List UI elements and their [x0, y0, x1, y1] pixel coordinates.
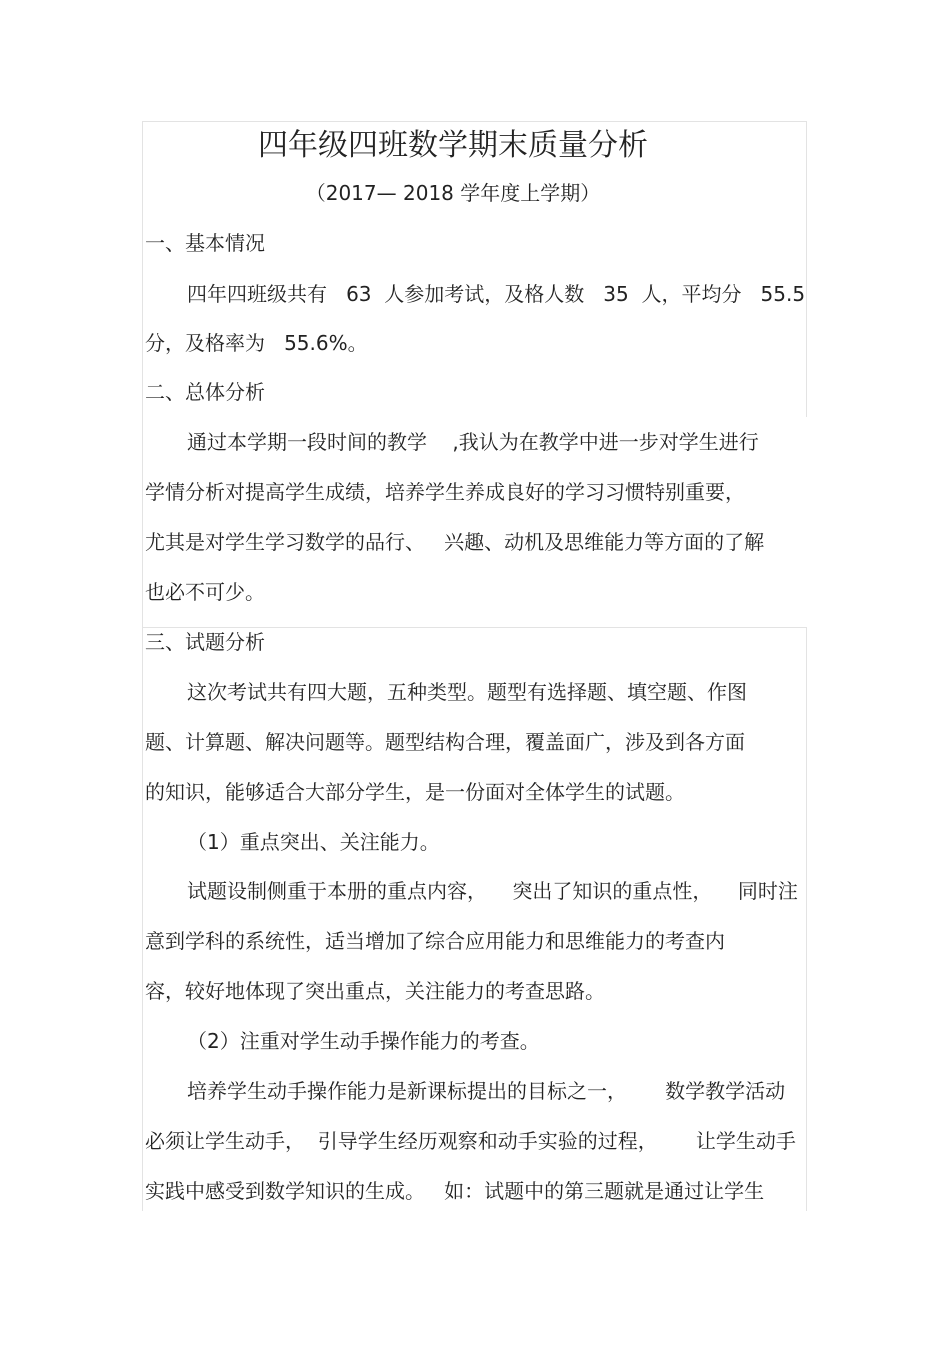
frame-top-line [142, 121, 806, 122]
frame-right-line-lower [806, 627, 807, 1211]
paragraph-line: 必须让学生动手， 引导学生经历观察和动手实验的过程， 让学生动手 [145, 1129, 796, 1153]
paragraph-line: 四年四班级共有 63 人参加考试，及格人数 35 人，平均分 55.5 [187, 282, 806, 306]
paragraph-line: 学情分析对提高学生成绩，培养学生养成良好的学习习惯特别重要， [145, 480, 745, 504]
paragraph-line: 通过本学期一段时间的教学 ,我认为在教学中进一步对学生进行 [187, 430, 759, 454]
document-title: 四年级四班数学期末质量分析 [258, 128, 648, 163]
paragraph-line: 也必不可少。 [145, 580, 265, 604]
paragraph-line: 尤其是对学生学习数学的品行、 兴趣、动机及思维能力等方面的了解 [145, 530, 765, 554]
paragraph-line: 这次考试共有四大题，五种类型。题型有选择题、填空题、作图 [187, 680, 747, 704]
paragraph-line: 容，较好地体现了突出重点，关注能力的考查思路。 [145, 979, 605, 1003]
paragraph-line: 实践中感受到数学知识的生成。 如：试题中的第三题就是通过让学生 [145, 1179, 765, 1203]
document-subtitle: （2017— 2018 学年度上学期） [305, 181, 601, 205]
paragraph-line: 意到学科的系统性，适当增加了综合应用能力和思维能力的考查内 [145, 929, 725, 953]
section-heading: 三、试题分析 [145, 630, 265, 654]
section-heading: 一、基本情况 [145, 231, 265, 255]
paragraph-line: 试题设制侧重于本册的重点内容， 突出了知识的重点性， 同时注 [187, 879, 798, 903]
section-heading: 二、总体分析 [145, 380, 265, 404]
paragraph-line: 分，及格率为 55.6%。 [145, 331, 368, 355]
frame-section-divider [142, 627, 806, 628]
paragraph-line: 题、计算题、解决问题等。题型结构合理，覆盖面广，涉及到各方面 [145, 730, 745, 754]
frame-right-line-upper [806, 121, 807, 417]
subheading-line: （1）重点突出、关注能力。 [187, 830, 440, 854]
paragraph-line: 的知识，能够适合大部分学生，是一份面对全体学生的试题。 [145, 780, 685, 804]
frame-left-line [142, 121, 143, 1211]
paragraph-line: 培养学生动手操作能力是新课标提出的目标之一， 数学教学活动 [187, 1079, 786, 1103]
subheading-line: （2）注重对学生动手操作能力的考查。 [187, 1029, 540, 1053]
